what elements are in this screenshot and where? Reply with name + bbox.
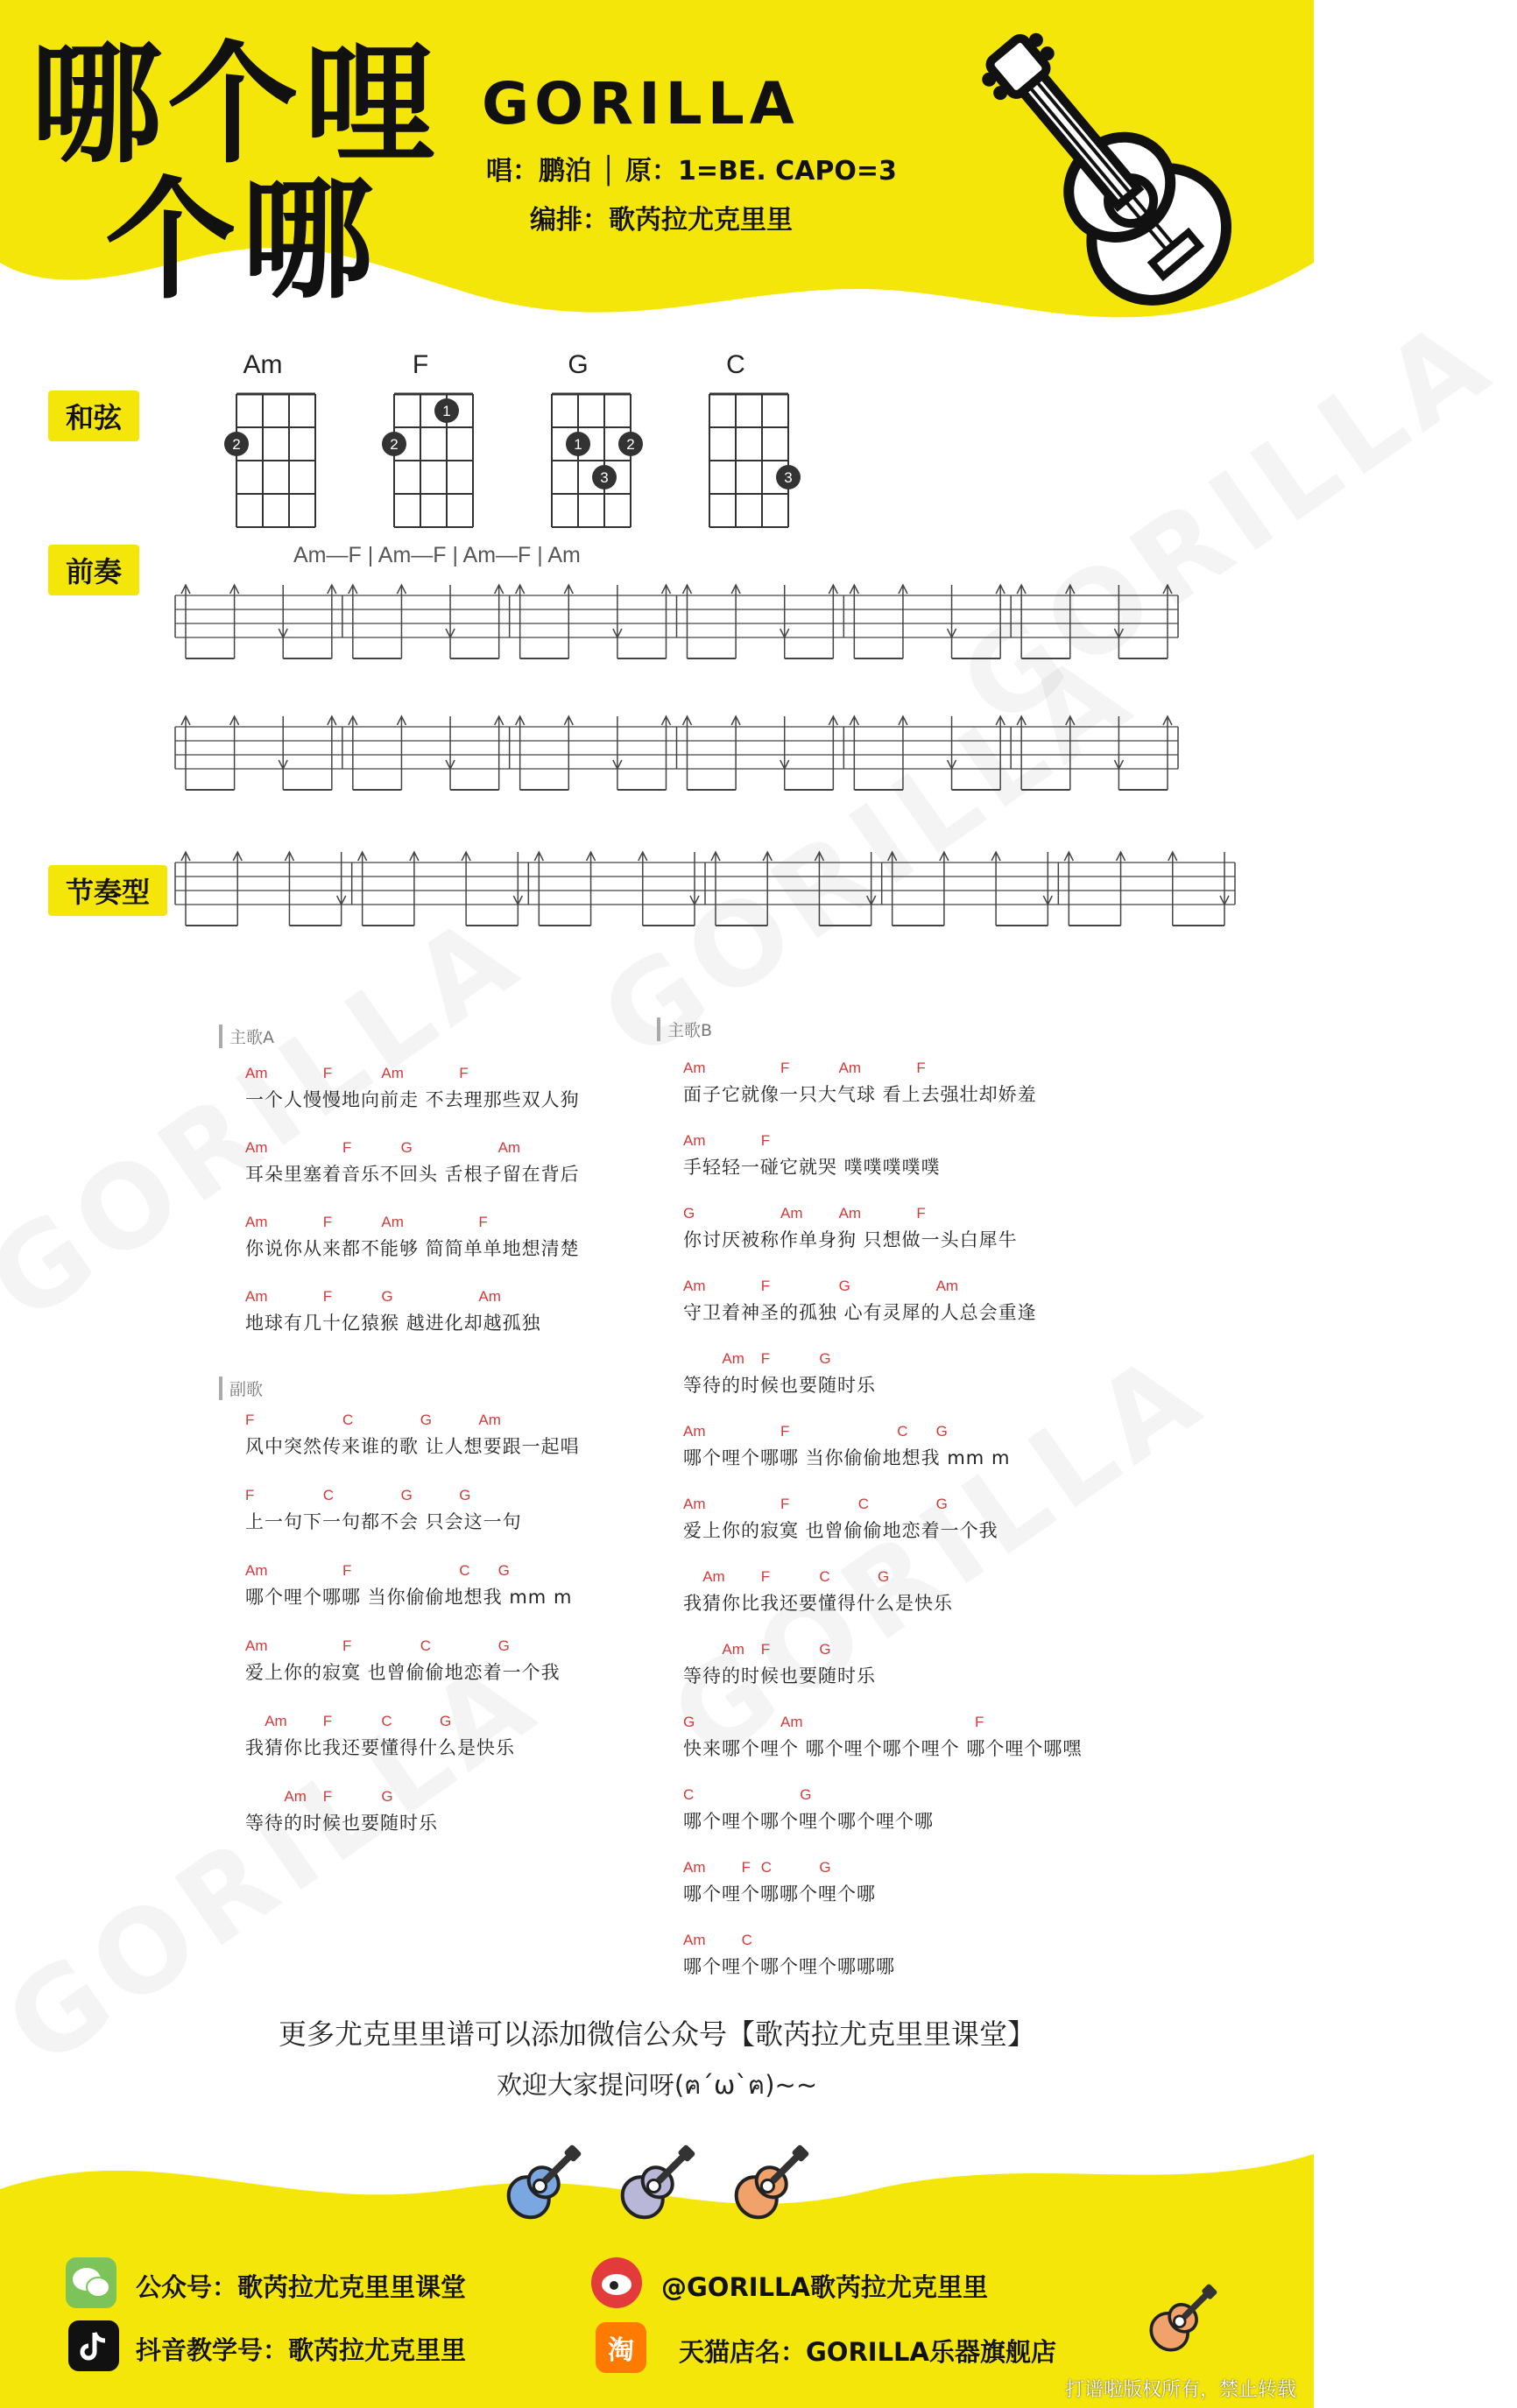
tmall-store: 天猫店名：GORILLA乐器旗舰店 [679,2337,1056,2367]
rhythm-tab-staff [175,841,1244,963]
chord-symbol: C [459,1562,470,1579]
lyric-text: 一个人慢慢地向前走 不去理那些双人狗 [245,1089,580,1110]
song-meta: 唱：鹏泊 │ 原：1=BE. CAPO=3 [486,156,897,187]
chord-symbol: F [322,1788,333,1805]
chord-symbol: G [935,1423,948,1440]
chord-symbol: C [381,1713,392,1729]
lyric-text: 地球有几十亿猿猴 越进化却越孤独 [245,1313,541,1334]
chord-symbol: Am [497,1139,521,1156]
lyric-text: 爱上你的寂寞 也曾偷偷地恋着一个我 [683,1520,998,1541]
verse-a-lyrics [245,1065,736,1362]
chord-symbol: G [400,1487,413,1503]
lyric-text: 手轻轻一碰它就哭 噗噗噗噗噗 [683,1157,941,1178]
finger-number: 3 [784,469,793,486]
lyric-line [245,1637,736,1693]
chord-symbol: G [381,1288,393,1305]
chord-symbol: F [760,1641,771,1658]
chord-symbol: G [683,1205,695,1222]
song-title-line1: 哪个哩 [31,29,441,181]
ukulele-small-icon [1139,2275,1226,2362]
chord-symbol: Am [381,1214,404,1230]
chord-symbol: F [760,1568,771,1585]
chord-symbol: Am [722,1350,744,1367]
lyric-text: 哪个哩个哪哪个哩个哪 [683,1883,876,1905]
ukulele-blue-icon [495,2135,591,2231]
chord-symbol: Am [683,1859,706,1876]
chord-symbol: F [780,1496,790,1512]
chord-symbol: Am [935,1278,959,1294]
intro-section-tag: 前奏 [48,545,139,595]
chord-symbol: Am [245,1139,268,1156]
chord-symbol: C [683,1786,695,1803]
chord-symbol: C [342,1412,354,1428]
intro-tab-staff-2 [175,701,1182,832]
lyric-text: 我猜你比我还要懂得什么是快乐 [245,1737,515,1758]
chord-symbol: G [459,1487,471,1503]
lyric-text: 上一句下一句都不会 只会这一句 [245,1511,522,1532]
chord-symbol: C [857,1496,870,1512]
chord-symbol: F [459,1065,469,1081]
chord-symbol: C [760,1859,773,1876]
chord-symbol: G [819,1641,831,1658]
lyric-text: 哪个哩个哪个哩个哪哪哪 [683,1956,895,1977]
chord-symbol: F [760,1278,771,1294]
wechat-account: 公众号：歌芮拉尤克里里课堂 [136,2272,467,2302]
chord-symbol: F [916,1060,926,1076]
chord-symbol: F [760,1350,771,1367]
chord-symbol: Am [245,1214,268,1230]
chord-symbol: C [322,1487,335,1503]
lyric-text: 哪个哩个哪哪 当你偷偷地想我 mm m [245,1587,573,1608]
chord-symbol: F [780,1060,790,1076]
chord-symbol: Am [702,1568,725,1585]
chord-symbol: F [342,1139,352,1156]
chord-diagram-row [219,350,850,534]
finger-number: 2 [390,436,399,453]
chord-name-g: G [568,350,589,379]
lyric-text: 快来哪个哩个 哪个哩个哪个哩个 哪个哩个哪嘿 [683,1738,1083,1759]
chord-symbol: Am [780,1714,803,1730]
lyric-text: 等待的时候也要随时乐 [245,1813,438,1834]
lyric-text: 面子它就像一只大气球 看上去强壮却娇羞 [683,1084,1037,1105]
lyric-line [245,1214,736,1270]
chord-symbol: G [819,1859,831,1876]
lyric-line [683,1423,1174,1479]
chord-symbol: F [478,1214,488,1230]
chord-diagram-am [210,385,315,534]
chord-symbol: Am [780,1205,803,1222]
douyin-account: 抖音教学号：歌芮拉尤克里里 [136,2335,467,2365]
chord-symbol: C [741,1932,752,1948]
chord-symbol: Am [381,1065,404,1081]
chord-symbol: Am [683,1496,706,1512]
lyric-line [245,1487,736,1543]
lyric-text: 哪个哩个哪个哩个哪个哩个哪 [683,1811,934,1832]
lyric-text: 哪个哩个哪哪 当你偷偷地想我 mm m [683,1447,1011,1468]
intro-tab-staff-1 [175,578,1182,692]
chord-symbol: G [497,1637,510,1654]
footer-greeting: 欢迎大家提问呀(ฅ´ω`ฅ)~~ [496,2070,818,2100]
chord-symbol: Am [838,1060,862,1076]
chord-symbol: F [780,1423,790,1440]
lyric-text: 等待的时候也要随时乐 [683,1375,876,1396]
weibo-account: @GORILLA歌芮拉尤克里里 [661,2272,988,2302]
brand-logo: GORILLA [482,70,800,137]
finger-number: 1 [442,403,451,419]
ukulele-orange-icon [723,2135,819,2231]
chord-symbol: F [975,1714,984,1730]
chord-diagram-f [368,385,473,534]
chord-symbol: F [322,1713,333,1729]
lyric-line [683,1205,1174,1261]
lyric-line [683,1278,1174,1334]
chord-symbol: F [342,1637,352,1654]
chord-symbol: F [245,1412,255,1428]
weibo-icon [591,2257,642,2308]
chord-symbol: F [916,1205,926,1222]
lyric-line [683,1132,1174,1188]
lyric-line [683,1568,1174,1624]
chord-symbol: G [440,1713,452,1729]
chord-symbol: C [420,1637,432,1654]
verse-a-title: 主歌A [219,1024,274,1048]
ukulele-illustration-icon [955,26,1279,341]
wechat-icon [66,2257,116,2308]
chords-section-tag: 和弦 [48,391,139,441]
intro-chord-progression: Am—F | Am—F | Am—F | Am [293,543,581,567]
chord-name-am: Am [243,350,283,379]
ukulele-grey-icon [609,2135,705,2231]
finger-number: 3 [600,469,609,486]
lyric-line [245,1288,736,1344]
chord-symbol: Am [245,1562,268,1579]
footer-note: 更多尤克里里谱可以添加微信公众号【歌芮拉尤克里里课堂】 [278,2017,1035,2051]
finger-number: 2 [232,436,241,453]
lyric-text: 守卫着神圣的孤独 心有灵犀的人总会重逢 [683,1302,1037,1323]
chorus-title: 副歌 [219,1377,263,1400]
chord-symbol: Am [284,1788,307,1805]
chord-symbol: Am [683,1060,706,1076]
lyric-line [245,1562,736,1618]
copyright-note: 打谱啦版权所有，禁止转载 [1064,2379,1296,2401]
chord-symbol: G [381,1788,393,1805]
lyric-line [683,1060,1174,1116]
lyric-text: 你讨厌被称作单身狗 只想做一头白犀牛 [683,1229,1018,1250]
chord-symbol: G [819,1350,831,1367]
chord-symbol: G [935,1496,948,1512]
lyric-text: 你说你从来都不能够 简简单单地想清楚 [245,1238,580,1259]
chord-symbol: Am [478,1288,501,1305]
finger-number: 2 [626,436,635,453]
chord-symbol: Am [683,1278,706,1294]
chord-symbol: F [322,1214,333,1230]
chord-symbol: C [819,1568,830,1585]
lyric-line [245,1139,736,1195]
lyric-line [683,1859,1174,1915]
chord-symbol: Am [683,1932,706,1948]
lyric-text: 风中突然传来谁的歌 让人想要跟一起唱 [245,1436,580,1457]
chord-symbol: F [760,1132,771,1149]
chord-symbol: Am [722,1641,744,1658]
chord-symbol: G [683,1714,695,1730]
lyric-line [683,1786,1174,1842]
chord-symbol: F [322,1288,333,1305]
chord-name-c: C [726,350,745,379]
lyric-line [245,1412,736,1468]
chord-symbol: Am [245,1637,268,1654]
lyric-line [683,1932,1174,1988]
verse-b-lyrics [683,1060,1226,2005]
douyin-icon [68,2320,119,2371]
chord-symbol: Am [245,1288,268,1305]
lyric-line [683,1496,1174,1552]
lyric-text: 我猜你比我还要懂得什么是快乐 [683,1593,953,1614]
lyric-line [683,1350,1174,1406]
chord-symbol: G [838,1278,850,1294]
chord-diagram-c [683,385,793,534]
chord-symbol: Am [683,1132,706,1149]
lyric-line [245,1065,736,1121]
verse-b-title: 主歌B [657,1017,712,1041]
chord-name-f: F [412,350,429,379]
chord-symbol: F [322,1065,333,1081]
chord-symbol: G [400,1139,413,1156]
lyric-line [245,1713,736,1769]
chord-symbol: Am [683,1423,706,1440]
chord-symbol: Am [245,1065,268,1081]
chord-symbol: Am [478,1412,501,1428]
lyric-line [245,1788,736,1844]
chorus-lyrics [245,1412,736,1867]
finger-number: 1 [574,436,582,453]
rhythm-section-tag: 节奏型 [48,865,167,916]
arranger: 编排：歌芮拉尤克里里 [530,205,793,236]
chord-symbol: G [420,1412,433,1428]
chord-symbol: F [245,1487,255,1503]
chord-symbol: C [897,1423,908,1440]
song-title-line2: 个哪 [105,165,379,317]
lyric-line [683,1641,1174,1697]
taobao-icon: 淘 [596,2322,646,2373]
chord-symbol: G [878,1568,890,1585]
chord-symbol: F [741,1859,751,1876]
chord-symbol: G [497,1562,510,1579]
lyric-text: 耳朵里塞着音乐不回头 舌根子留在背后 [245,1164,580,1185]
chord-diagram-g [526,385,635,534]
lyric-text: 爱上你的寂寞 也曾偷偷地恋着一个我 [245,1662,561,1683]
lyric-text: 等待的时候也要随时乐 [683,1665,876,1686]
chord-symbol: Am [265,1713,287,1729]
chord-symbol: F [342,1562,352,1579]
lyric-line [683,1714,1174,1770]
chord-symbol: Am [838,1205,862,1222]
chord-symbol: G [800,1786,812,1803]
